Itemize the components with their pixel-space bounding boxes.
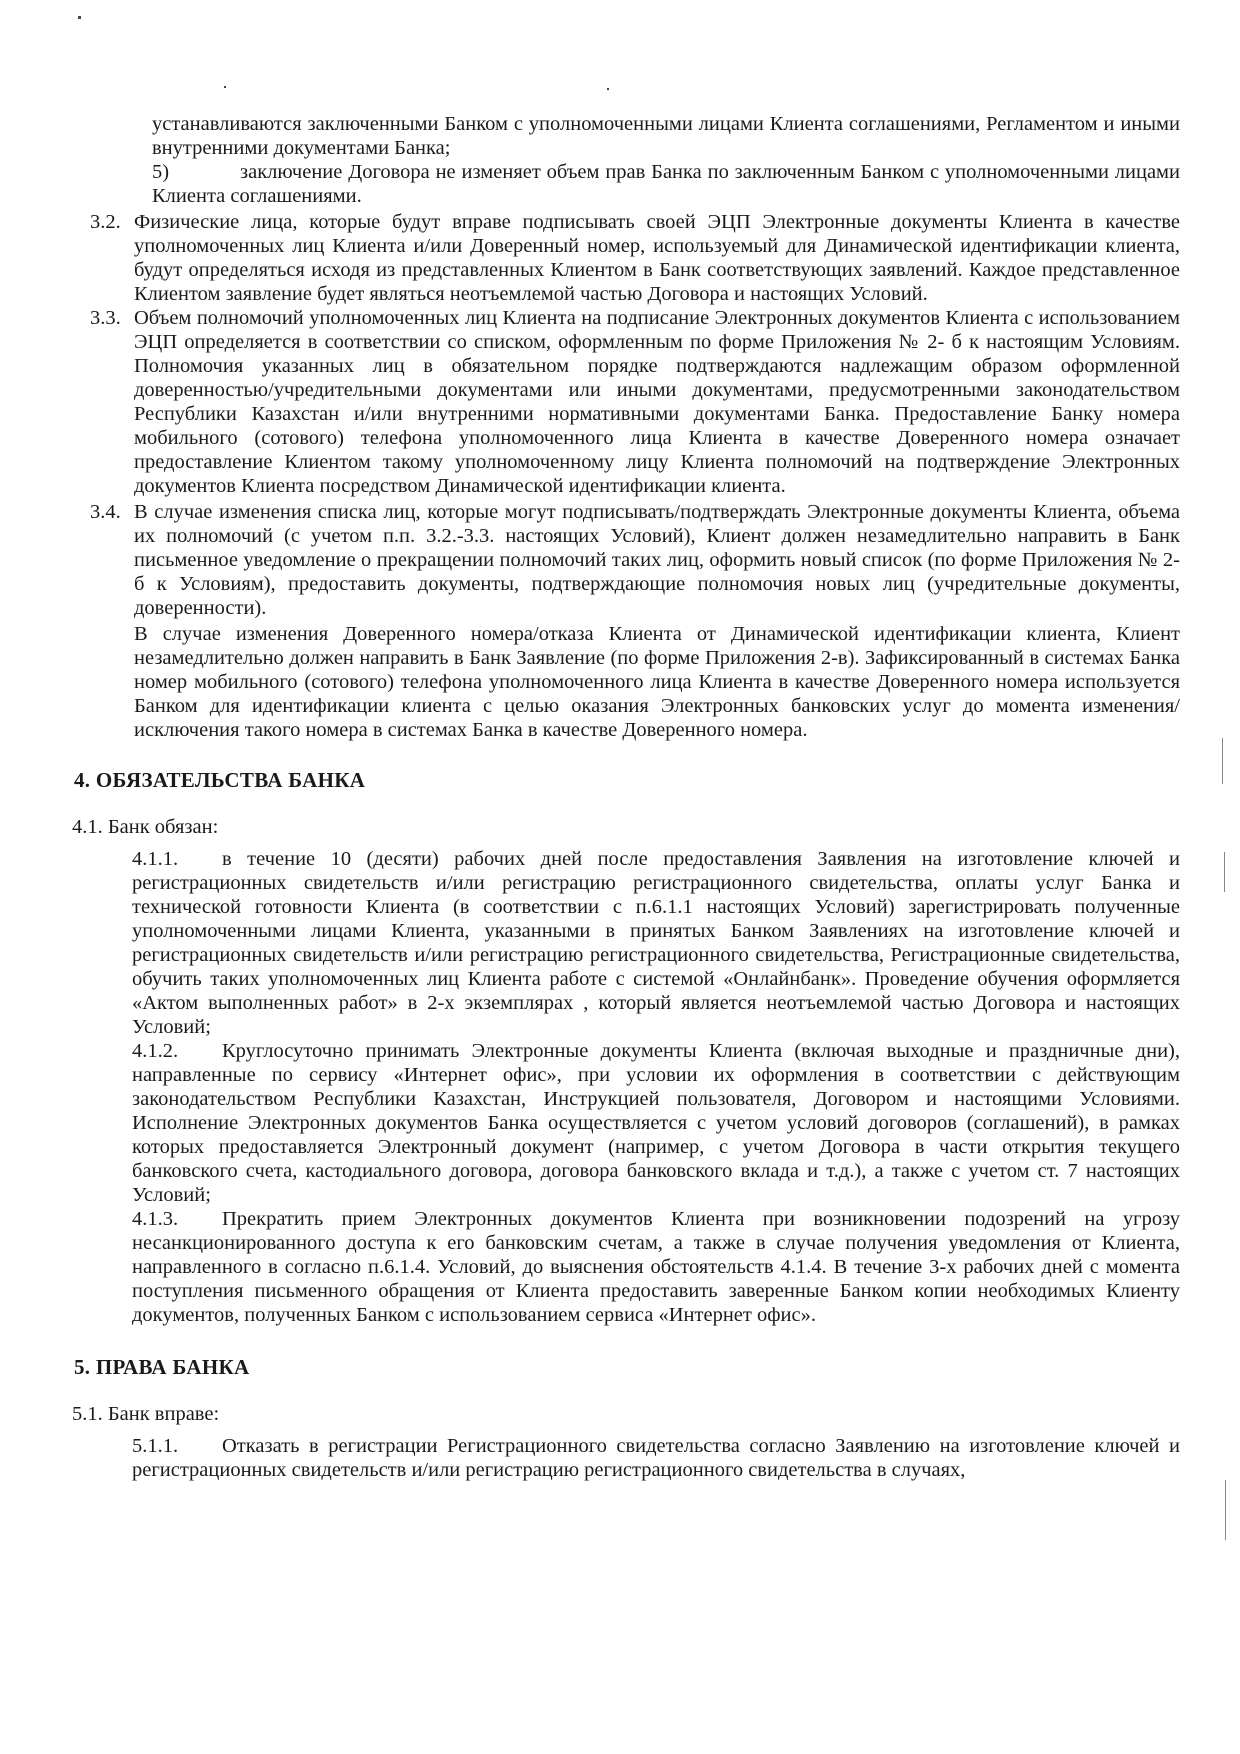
clause-text: Отказать в регистрации Регистрационного свидетельства согласно Заявлению на изготовление ключей и регистрационных свидетельств и/или регистрацию регистрационного свидетельства в случаях, [132, 1435, 1180, 1481]
subsection-4-1: 4.1. Банк обязан: [72, 816, 219, 838]
clause-text: в течение 10 (десяти) рабочих дней после предоставления Заявления на изготовление ключей и регистрационных свидетельств и/или регистрацию регистрационного свидетельства, оплаты услуг Банка и технической готовности Клиента (в соответствии с п.6.1.1 настоящих Условий) зарегистрировать полученные уполномоченными лицами Клиента, указанными в принятых Банком Заявлениях на изготовление ключей и регистрационных свидетельств и/или регистрацию регистрационного свидетельства, Регистрационные свидетельства, обучить таких уполномоченных лиц Клиента работе с системой «Онлайнбанк». Проведение обучения оформляется «Актом выполненных работ» в 2-х экземплярах , который является неотъемлемой частью Договора и настоящих Условий; [132, 848, 1180, 1038]
list-item-number: 5) [152, 161, 170, 183]
clause-text: Прекратить прием Электронных документов Клиента при возникновении подозрений на угрозу несанкционированного доступа к его банковским счетам, а также в случае получения уведомления от Клиента, направленного в согласно п.6.1.4. Условий, до выяснения обстоятельств 4.1.4. В течение 3-х рабочих дней с момента поступления письменного обращения от Клиента предоставить заверенные Банком копии необходимых Клиенту документов, полученных Банком с использованием сервиса «Интернет офис». [132, 1208, 1180, 1326]
list-item-text: заключение Договора не изменяет объем прав Банка по заключенным Банком с уполномоченными лицами Клиента соглашениями. [152, 161, 1180, 207]
paragraph-text: В случае изменения списка лиц, которые могут подписывать/подтверждать Электронные документы Клиента, объема их полномочий (с учетом п.п. 3.2.-3.3. настоящих Условий), Клиент должен незамедлительно направить в Банк письменное уведомление о прекращении полномочий таких лиц, оформить новый список (по форме Приложения № 2-б к Условиям), предоставить документы, подтверждающие полномочия новых лиц (учредительные документы, доверенности). [134, 501, 1180, 619]
clause-4-1-1 [132, 847, 1180, 1039]
paragraph-3-4 [90, 500, 1180, 742]
paragraph-number: 3.3. [90, 307, 121, 329]
paragraph-3-2 [90, 210, 1180, 306]
scan-speck [607, 88, 609, 90]
paragraph-3-3 [90, 306, 1180, 498]
scan-edge-line [1224, 852, 1225, 892]
clause-number: 5.1.1. [132, 1435, 179, 1457]
clause-number: 4.1.1. [132, 848, 179, 870]
clause-number: 4.1.3. [132, 1208, 179, 1230]
intro-paragraph: устанавливаются заключенными Банком с уполномоченными лицами Клиента соглашениями, Регламентом и иными внутренними документами Банка; [152, 113, 1180, 159]
clause-4-1-2 [132, 1039, 1180, 1207]
clause-number: 4.1.2. [132, 1040, 179, 1062]
paragraph-text-continued: В случае изменения Доверенного номера/отказа Клиента от Динамической идентификации клиента, Клиент незамедлительно должен направить в Банк Заявление (по форме Приложения 2-в). Зафиксированный в системах Банка номер мобильного (сотового) телефона уполномоченного лица Клиента в качестве Доверенного номера используется Банком для идентификации клиента с целью оказания Электронных банковских услуг до момента изменения/исключения такого номера в системах Банка в качестве Доверенного номера. [134, 623, 1180, 741]
scan-edge-line [1222, 738, 1223, 784]
clause-4-1-3 [132, 1207, 1180, 1327]
scan-speck [78, 16, 81, 19]
section-4-title: 4. ОБЯЗАТЕЛЬСТВА БАНКА [74, 768, 366, 792]
subsection-5-1: 5.1. Банк вправе: [72, 1403, 220, 1425]
clause-5-1-1 [132, 1434, 1180, 1482]
section-5-title: 5. ПРАВА БАНКА [74, 1355, 250, 1379]
clause-text: Круглосуточно принимать Электронные документы Клиента (включая выходные и праздничные дни), направленные по сервису «Интернет офис», при условии их оформления в соответствии с действующим законодательством Республики Казахстан, Инструкцией пользователя, Договором и настоящими Условиями. Исполнение Электронных документов Банка осуществляется с учетом условий договоров (соглашений), в рамках которых предоставляется Электронный документ (например, с учетом Договора в части открытия текущего банковского счета, кастодиального договора, договора банковского вклада и т.д.), а также с учетом ст. 7 настоящих Условий; [132, 1040, 1180, 1206]
paragraph-text: Объем полномочий уполномоченных лиц Клиента на подписание Электронных документов Клиента с использованием ЭЦП определяется в соответствии со списком, оформленным по форме Приложения № 2- б к настоящим Условиям. Полномочия указанных лиц в обязательном порядке подтверждаются надлежащим образом оформленной доверенностью/учредительными документами или иными документами, предусмотренными законодательством Республики Казахстан и/или внутренними нормативными документами Банка. Предоставление Банку номера мобильного (сотового) телефона уполномоченного лица Клиента в качестве Доверенного номера означает предоставление Клиентом такому уполномоченному лицу Клиента полномочий на подтверждение Электронных документов Клиента посредством Динамической идентификации клиента. [134, 307, 1180, 497]
paragraph-text: Физические лица, которые будут вправе подписывать своей ЭЦП Электронные документы Клиента в качестве уполномоченных лиц Клиента и/или Доверенный номер, используемый для Динамической идентификации клиента, будут определяться исходя из представленных Клиентом в Банк соответствующих заявлений. Каждое представленное Клиентом заявление будет являться неотъемлемой частью Договора и настоящих Условий. [134, 211, 1180, 305]
paragraph-number: 3.4. [90, 501, 121, 523]
list-item-5 [152, 160, 1180, 208]
scan-speck [224, 86, 226, 88]
paragraph-number: 3.2. [90, 211, 121, 233]
scan-edge-line [1225, 1480, 1226, 1540]
intro-block [110, 112, 1180, 208]
